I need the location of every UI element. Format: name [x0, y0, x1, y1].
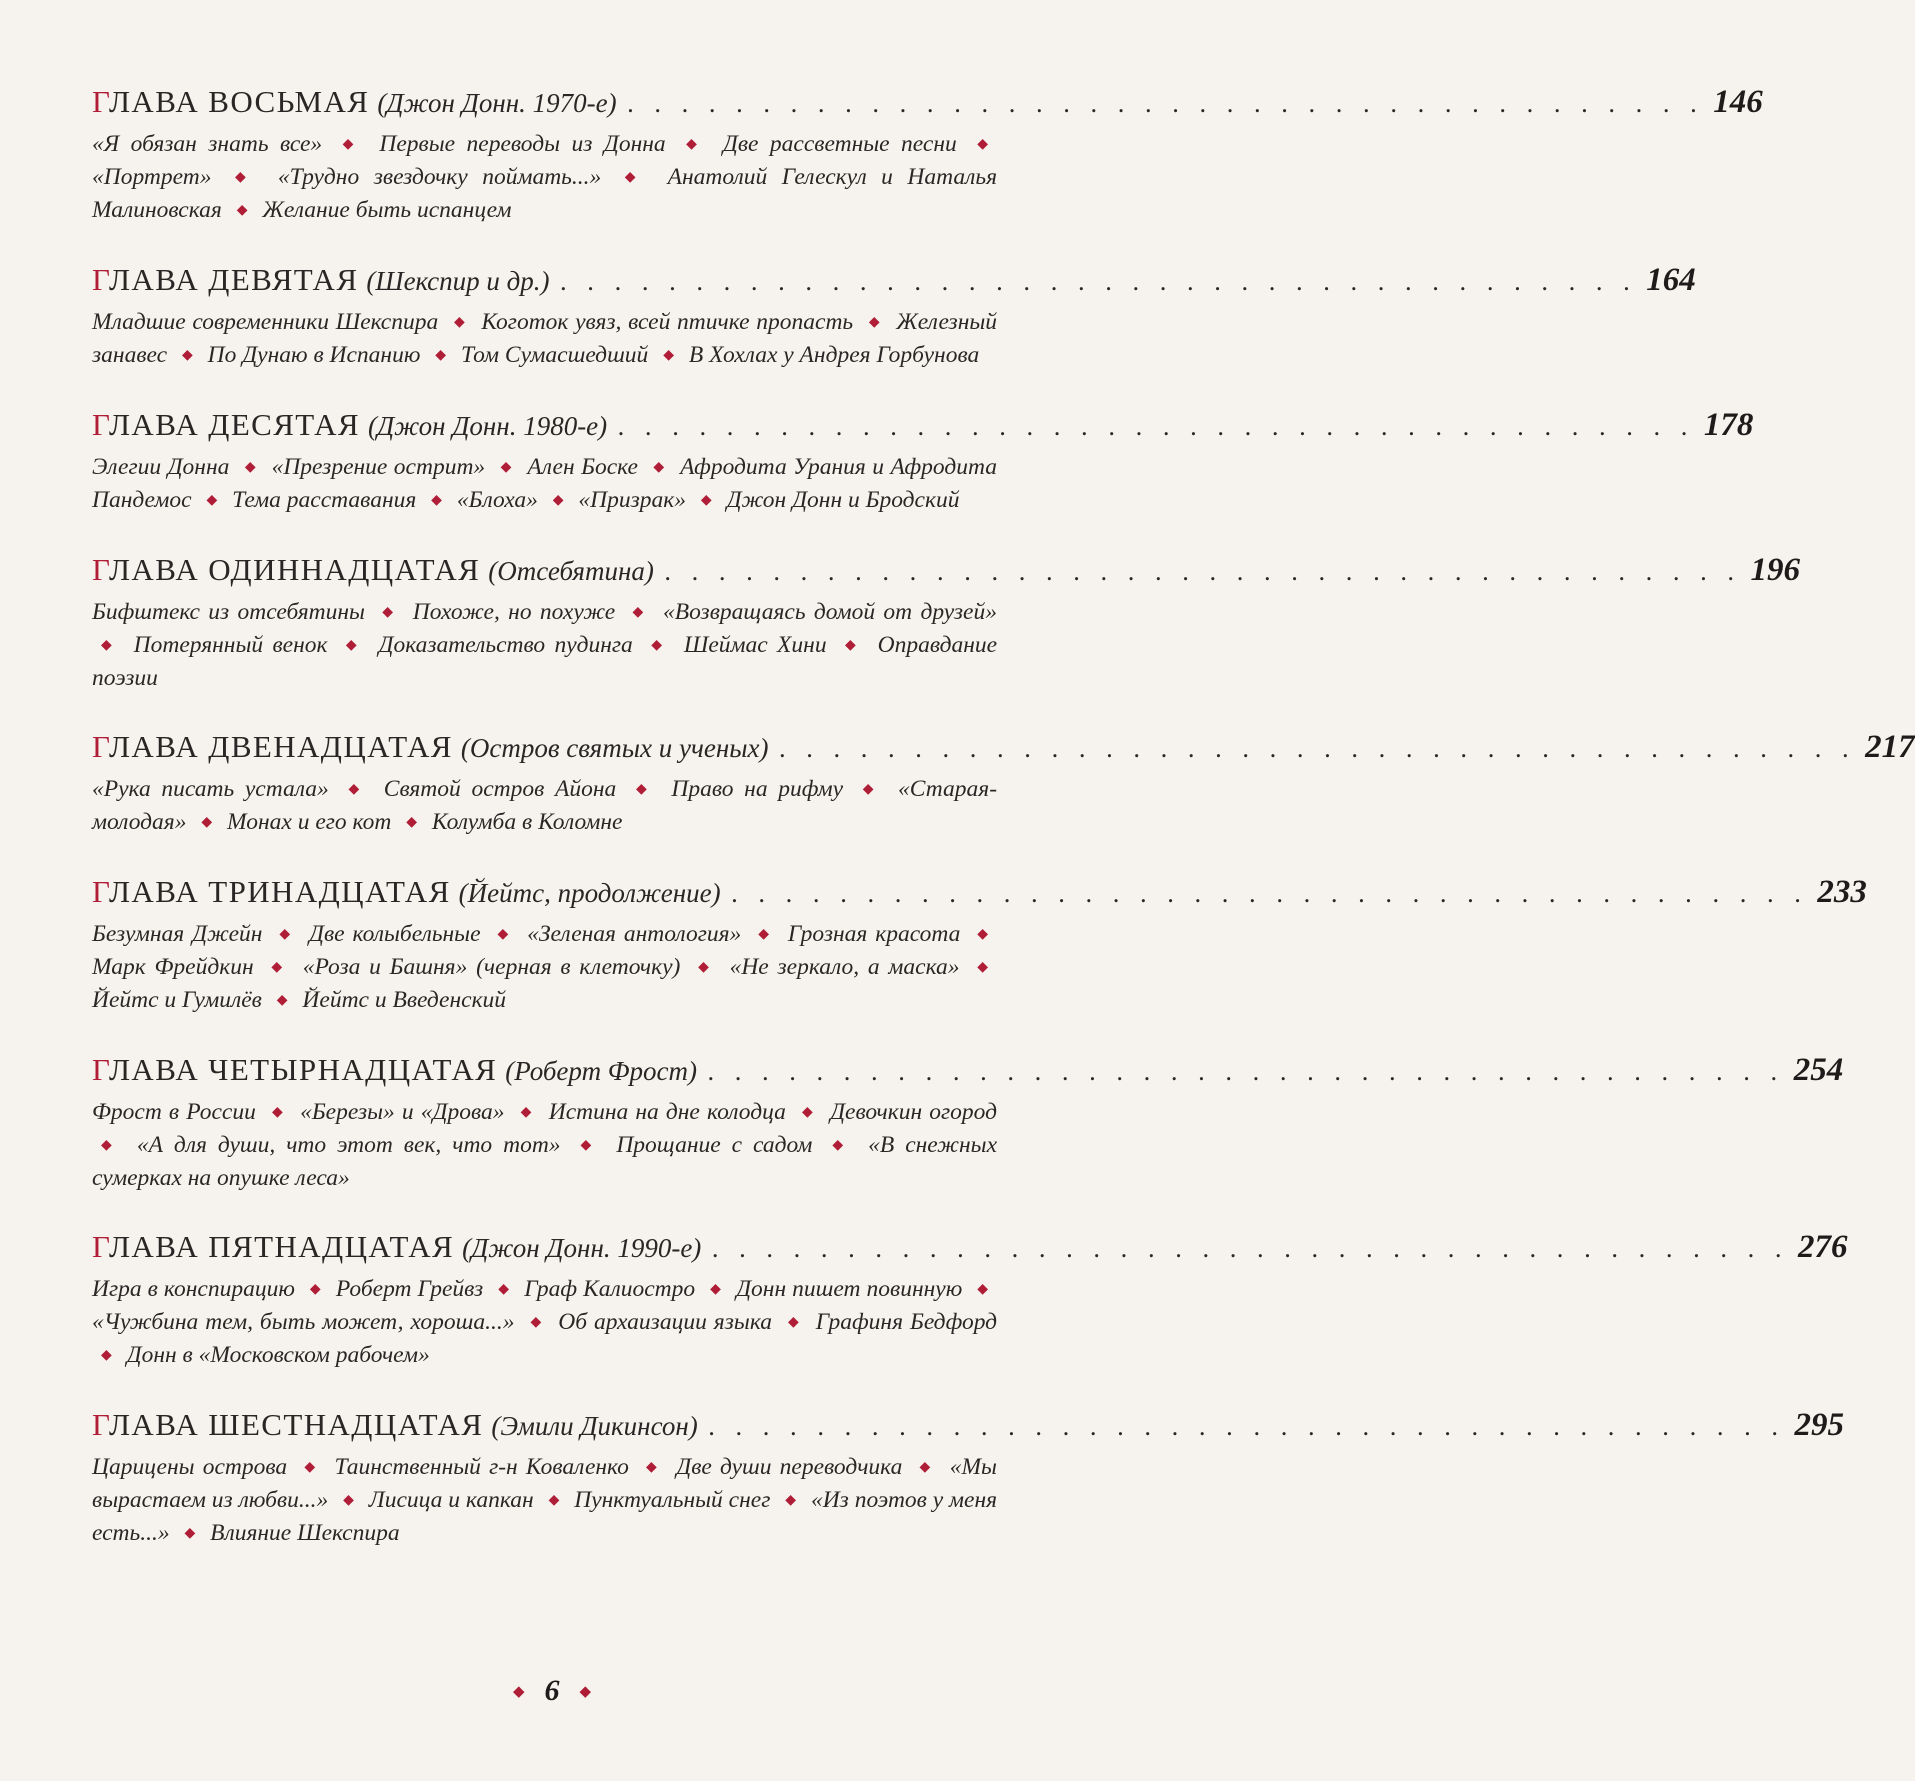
diamond-separator-icon: ◆: [646, 1460, 660, 1475]
chapter-subtitle: (Остров святых и ученых): [460, 733, 769, 763]
chapter-title: [92, 1229, 454, 1265]
topic-item: Потерянный венок: [133, 632, 328, 658]
diamond-separator-icon: ◆: [304, 1460, 318, 1475]
chapter-heading: [92, 407, 1754, 451]
topic-item: Шеймас Хини: [683, 632, 827, 658]
chapter-title-text: ЛАВА ДЕСЯТАЯ: [109, 407, 360, 442]
topic-item: Доказательство пудинга: [378, 632, 633, 658]
chapter-title-initial: Г: [92, 1407, 109, 1442]
topic-item: «Призрак»: [578, 487, 687, 513]
diamond-separator-icon: ◆: [977, 927, 989, 942]
table-of-contents: [92, 84, 1915, 1585]
topic-item: Колумба в Коломне: [431, 809, 623, 835]
chapter-subtitle: (Джон Донн. 1970-е): [377, 88, 617, 118]
topic-item: Истина на дне колодца: [548, 1099, 786, 1125]
topic-item: «Не зеркало, а маска»: [729, 954, 960, 980]
topic-item: Таинственный г-н Коваленко: [334, 1454, 629, 1480]
dot-leader: . . . . . . . . . . . . . . . . . . . . . . . . . . . . . . . . . . . . . . . .: [730, 880, 1808, 908]
dot-leader: . . . . . . . . . . . . . . . . . . . . . . . . . . . . . . . . . . . . . . . .: [711, 1235, 1788, 1263]
chapter-page-number: 254: [1793, 1052, 1844, 1088]
chapter-heading: [92, 262, 1696, 306]
topic-item: «Чужбина тем, быть может, хороша...»: [92, 1309, 515, 1335]
toc-entry: [92, 84, 1763, 227]
topic-item: Пунктуальный снег: [574, 1487, 771, 1513]
topic-item: Грозная красота: [787, 921, 961, 947]
diamond-separator-icon: ◆: [636, 782, 652, 797]
diamond-separator-icon: ◆: [497, 927, 511, 942]
chapter-heading: [92, 1407, 1844, 1451]
diamond-separator-icon: ◆: [453, 315, 466, 330]
chapter-page-number: 276: [1798, 1229, 1848, 1265]
dot-leader: . . . . . . . . . . . . . . . . . . . . . . . . . . . . . . . . . . . . . . . .: [617, 413, 1694, 441]
topic-item: Элегии Донна: [92, 454, 230, 480]
topic-item: Донн пишет повинную: [736, 1276, 963, 1302]
topic-item: Две души переводчика: [676, 1454, 903, 1480]
diamond-separator-icon: ◆: [977, 960, 989, 975]
toc-entry: [92, 1052, 1844, 1194]
dot-leader: . . . . . . . . . . . . . . . . . . . . . . . . . . . . . . . . . . . . . . . .: [663, 558, 1741, 586]
chapter-subtitle: (Джон Донн. 1980-е): [367, 411, 608, 441]
topic-item: Донн в «Московском рабочем»: [126, 1342, 430, 1368]
topic-item: Марк Фрейдкин: [92, 954, 254, 980]
topic-item: «Презрение острит»: [271, 454, 486, 480]
chapter-title-initial: Г: [92, 407, 109, 442]
chapter-subtitle: (Эмили Дикинсон): [491, 1411, 698, 1441]
diamond-separator-icon: ◆: [832, 1138, 849, 1153]
topic-item: Роберт Грейвз: [335, 1276, 484, 1302]
diamond-separator-icon: ◆: [271, 1105, 284, 1120]
topic-item: Йейтс и Введенский: [302, 987, 507, 1013]
topic-item: Анатолий Гелескул и Наталья Малиновская: [92, 164, 998, 223]
diamond-separator-icon: ◆: [552, 493, 564, 508]
chapter-title: [92, 552, 480, 588]
topic-item: Йейтс и Гумилёв: [92, 987, 262, 1013]
topic-item: Коготок увяз, всей птичке пропасть: [481, 309, 854, 335]
chapter-title-initial: Г: [92, 729, 109, 764]
dot-leader: . . . . . . . . . . . . . . . . . . . . . . . . . . . . . . . . . . . . . . . .: [707, 1413, 1785, 1441]
toc-entry: [92, 262, 1696, 372]
diamond-separator-icon: ◆: [632, 605, 646, 620]
diamond-separator-icon: ◆: [868, 315, 881, 330]
page-folio: 6: [544, 1674, 560, 1707]
diamond-separator-icon: ◆: [785, 1493, 797, 1508]
chapter-heading: [92, 552, 1801, 596]
topic-item: Ален Боске: [527, 454, 638, 480]
chapter-topics: [92, 596, 997, 694]
diamond-separator-icon: ◆: [206, 493, 218, 508]
chapter-heading: [92, 874, 1867, 918]
diamond-separator-icon: ◆: [234, 170, 255, 185]
diamond-separator-icon: ◆: [271, 960, 286, 975]
topic-item: По Дунаю в Испанию: [207, 342, 421, 368]
chapter-subtitle: (Шекспир и др.): [366, 266, 550, 296]
topic-item: Графиня Бедфорд: [815, 1309, 998, 1335]
diamond-separator-icon: ◆: [919, 1460, 933, 1475]
chapter-title-initial: Г: [92, 262, 109, 297]
topic-item: Об архаизации языка: [558, 1309, 772, 1335]
diamond-separator-icon: ◆: [698, 960, 712, 975]
diamond-separator-icon: ◆: [653, 460, 665, 475]
chapter-title-text: ЛАВА ПЯТНАДЦАТАЯ: [109, 1229, 455, 1264]
topic-item: Две рассветные песни: [722, 131, 957, 157]
chapter-title-initial: Г: [92, 552, 109, 587]
topic-item: Святой остров Айона: [383, 776, 617, 802]
chapter-title-text: ЛАВА ШЕСТНАДЦАТАЯ: [109, 1407, 484, 1442]
topic-item: Оправдание поэзии: [92, 632, 998, 691]
diamond-separator-icon: ◆: [184, 1526, 196, 1541]
chapter-topics: [92, 1096, 997, 1194]
diamond-separator-icon: ◆: [787, 1315, 800, 1330]
chapter-title-text: ЛАВА ОДИННАДЦАТАЯ: [109, 552, 481, 587]
diamond-separator-icon: ◆: [279, 927, 293, 942]
topic-item: «Из поэтов у меня есть...»: [92, 1487, 998, 1546]
diamond-separator-icon: ◆: [345, 638, 361, 653]
topic-item: Железный занавес: [92, 309, 998, 368]
chapter-topics: [92, 1273, 997, 1372]
chapter-page-number: 196: [1750, 552, 1801, 588]
diamond-separator-icon: ◆: [276, 993, 288, 1008]
chapter-topics: [92, 306, 997, 372]
chapter-title: [92, 84, 369, 120]
topic-item: Фрост в России: [92, 1099, 256, 1125]
dot-leader: . . . . . . . . . . . . . . . . . . . . . . . . . . . . . . . . . . . . . . . .: [707, 1058, 1784, 1086]
topic-item: Первые переводы из Донна: [379, 131, 666, 157]
topic-item: Игра в конспирацию: [92, 1276, 295, 1302]
chapter-subtitle: (Йейтс, продолжение): [458, 878, 721, 908]
topic-item: Прощание с садом: [616, 1132, 813, 1158]
topic-item: «Блоха»: [456, 487, 538, 513]
diamond-separator-icon: ◆: [710, 1282, 722, 1297]
diamond-separator-icon: ◆: [758, 927, 772, 942]
toc-entry: [92, 1229, 1848, 1372]
chapter-heading: [92, 1229, 1848, 1273]
chapter-title-text: ЛАВА ВОСЬМАЯ: [109, 84, 370, 119]
diamond-separator-icon: ◆: [530, 1315, 543, 1330]
dot-leader: . . . . . . . . . . . . . . . . . . . . . . . . . . . . . . . . . . . . . . . .: [559, 268, 1637, 296]
chapter-title-initial: Г: [92, 1229, 109, 1264]
topic-item: Монах и его кот: [226, 809, 392, 835]
topic-item: Царицены острова: [92, 1454, 288, 1480]
chapter-page-number: 178: [1703, 407, 1754, 443]
toc-entry: [92, 407, 1754, 517]
topic-item: Джон Донн и Бродский: [726, 487, 960, 513]
topic-item: Том Сумасшедший: [460, 342, 649, 368]
diamond-separator-icon: ◆: [802, 1105, 814, 1120]
chapter-topics: [92, 451, 997, 517]
diamond-separator-icon: ◆: [342, 137, 359, 152]
diamond-separator-icon: ◆: [348, 782, 365, 797]
diamond-separator-icon: ◆: [500, 460, 512, 475]
diamond-separator-icon: ◆: [236, 203, 248, 218]
chapter-subtitle: (Роберт Фрост): [505, 1056, 697, 1086]
diamond-separator-icon: ◆: [101, 1348, 112, 1363]
topic-item: Право на рифму: [671, 776, 843, 802]
diamond-separator-icon: ◆: [244, 460, 257, 475]
topic-item: «Возвращаясь домой от друзей»: [663, 599, 997, 625]
chapter-title-text: ЛАВА ТРИНАДЦАТАЯ: [109, 874, 451, 909]
chapter-title: [92, 262, 358, 298]
chapter-title-initial: Г: [92, 874, 109, 909]
diamond-separator-icon: ◆: [844, 638, 860, 653]
diamond-separator-icon: ◆: [435, 348, 447, 363]
ornament-left-icon: ◆: [512, 1684, 525, 1700]
topic-item: «Роза и Башня» (черная в клеточку): [302, 954, 681, 980]
topic-item: «Старая-молодая»: [92, 776, 998, 835]
topic-item: Младшие современники Шекспира: [92, 309, 439, 335]
chapter-subtitle: (Джон Донн. 1990-е): [462, 1233, 702, 1263]
toc-entry: [92, 552, 1801, 694]
topic-item: Лисица и капкан: [368, 1487, 534, 1513]
page-footer: [0, 1674, 1104, 1708]
diamond-separator-icon: ◆: [201, 815, 213, 830]
diamond-separator-icon: ◆: [181, 348, 193, 363]
chapter-topics: [92, 128, 997, 227]
chapter-title: [92, 1052, 497, 1088]
ornament-right-icon: ◆: [579, 1684, 592, 1700]
diamond-separator-icon: ◆: [624, 170, 645, 185]
topic-item: «Я обязан знать все»: [92, 131, 323, 157]
toc-entry: [92, 874, 1867, 1017]
topic-item: Афродита Урания и Афродита Пандемос: [92, 454, 997, 513]
topic-item: «Зеленая антология»: [527, 921, 742, 947]
diamond-separator-icon: ◆: [651, 638, 666, 653]
topic-item: «А для души, что этот век, что тот»: [136, 1132, 561, 1158]
chapter-title-initial: Г: [92, 84, 109, 119]
chapter-topics: [92, 1451, 997, 1550]
diamond-separator-icon: ◆: [977, 137, 988, 152]
chapter-page-number: 233: [1817, 874, 1867, 910]
chapter-subtitle: (Отсебятина): [488, 556, 654, 586]
toc-entry: [92, 1407, 1844, 1550]
chapter-title-initial: Г: [92, 1052, 109, 1087]
diamond-separator-icon: ◆: [700, 493, 712, 508]
topic-item: Безумная Джейн: [92, 921, 263, 947]
topic-item: Бифштекс из отсебятины: [92, 599, 365, 625]
topic-item: Похоже, но похуже: [412, 599, 616, 625]
chapter-topics: [92, 918, 997, 1017]
diamond-separator-icon: ◆: [101, 1138, 117, 1153]
chapter-title: [92, 729, 453, 765]
chapter-heading: [92, 84, 1763, 128]
chapter-title-text: ЛАВА ДЕВЯТАЯ: [109, 262, 359, 297]
diamond-separator-icon: ◆: [382, 605, 396, 620]
topic-item: «Мы вырастаем из любви...»: [92, 1454, 997, 1513]
diamond-separator-icon: ◆: [663, 348, 674, 363]
diamond-separator-icon: ◆: [548, 1493, 560, 1508]
diamond-separator-icon: ◆: [498, 1282, 510, 1297]
topic-item: Тема расставания: [232, 487, 417, 513]
diamond-separator-icon: ◆: [520, 1105, 533, 1120]
chapter-page-number: 146: [1713, 84, 1763, 120]
chapter-heading: [92, 729, 1915, 773]
chapter-title: [92, 407, 360, 443]
chapter-title-text: ЛАВА ЧЕТЫРНАДЦАТАЯ: [109, 1052, 498, 1087]
topic-item: Девочкин огород: [830, 1099, 997, 1125]
toc-entry: [92, 729, 1915, 839]
diamond-separator-icon: ◆: [977, 1282, 989, 1297]
diamond-separator-icon: ◆: [309, 1282, 321, 1297]
topic-item: Две колыбельные: [309, 921, 481, 947]
chapter-title-text: ЛАВА ДВЕНАДЦАТАЯ: [109, 729, 453, 764]
topic-item: В Хохлах у Андрея Горбунова: [688, 342, 980, 368]
topic-item: «Портрет»: [92, 164, 212, 190]
diamond-separator-icon: ◆: [862, 782, 879, 797]
diamond-separator-icon: ◆: [580, 1138, 597, 1153]
topic-item: Граф Калиостро: [524, 1276, 696, 1302]
dot-leader: . . . . . . . . . . . . . . . . . . . . . . . . . . . . . . . . . . . . . . . .: [778, 735, 1856, 763]
diamond-separator-icon: ◆: [101, 638, 116, 653]
diamond-separator-icon: ◆: [343, 1493, 354, 1508]
diamond-separator-icon: ◆: [686, 137, 703, 152]
chapter-heading: [92, 1052, 1844, 1096]
diamond-separator-icon: ◆: [406, 815, 418, 830]
chapter-title: [92, 1407, 483, 1443]
topic-item: «Березы» и «Дрова»: [300, 1099, 505, 1125]
chapter-page-number: 295: [1794, 1407, 1844, 1443]
chapter-title: [92, 874, 451, 910]
dot-leader: . . . . . . . . . . . . . . . . . . . . . . . . . . . . . . . . . . . . . . . .: [626, 90, 1704, 118]
chapter-page-number: 217: [1865, 729, 1915, 765]
topic-item: «Рука писать устала»: [92, 776, 329, 802]
topic-item: «Трудно звездочку поймать...»: [277, 164, 602, 190]
chapter-page-number: 164: [1646, 262, 1696, 298]
topic-item: Желание быть испанцем: [262, 197, 512, 223]
topic-item: «В снежных сумерках на опушке леса»: [92, 1132, 997, 1191]
diamond-separator-icon: ◆: [431, 493, 442, 508]
topic-item: Влияние Шекспира: [210, 1520, 400, 1546]
chapter-topics: [92, 773, 997, 839]
